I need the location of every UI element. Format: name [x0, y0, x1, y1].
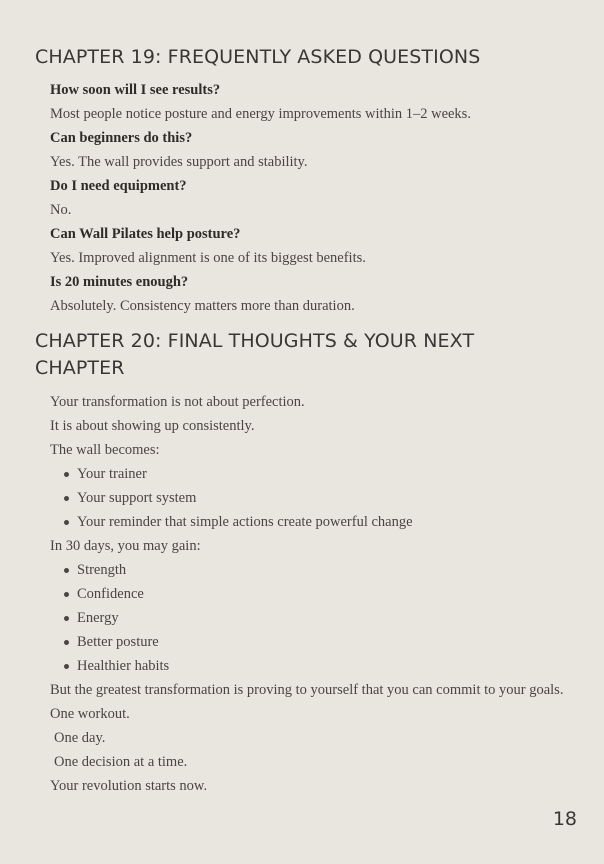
final-thoughts-body — [50, 390, 570, 798]
list-item-text: Healthier habits — [77, 658, 170, 674]
list-item-text: Your reminder that simple actions create powerful change — [77, 514, 413, 530]
faq-answer: No. — [50, 202, 72, 218]
bullet-icon — [64, 520, 69, 525]
list-item — [50, 486, 570, 510]
list-item-text: Strength — [77, 562, 127, 578]
list-item — [50, 462, 570, 486]
wall-list — [50, 462, 570, 534]
bullet-icon — [64, 592, 69, 597]
paragraph-line: One day. — [54, 730, 106, 746]
wall-lead-line: The wall becomes: — [50, 442, 160, 458]
faq-answer: Absolutely. Consistency matters more than duration. — [50, 298, 355, 314]
faq-answer: Yes. Improved alignment is one of its biggest benefits. — [50, 250, 366, 266]
list-item-text: Confidence — [77, 586, 144, 602]
closing-paragraph: But the greatest transformation is proving to yourself that you can commit to your goals. — [50, 682, 564, 698]
bullet-icon — [64, 616, 69, 621]
list-item — [50, 582, 570, 606]
faq-question: How soon will I see results? — [50, 82, 221, 98]
faq-answer: Yes. The wall provides support and stability. — [50, 154, 308, 170]
paragraph-line: Your revolution starts now. — [50, 778, 208, 794]
bullet-icon — [64, 640, 69, 645]
bullet-icon — [64, 664, 69, 669]
chapter-20-heading: CHAPTER 20: FINAL THOUGHTS & YOUR NEXT CHAPTER — [35, 330, 475, 379]
faq-question: Is 20 minutes enough? — [50, 274, 189, 290]
bullet-icon — [64, 496, 69, 501]
list-item — [50, 654, 570, 678]
paragraph-line: Your transformation is not about perfection. — [50, 394, 305, 410]
faq-list — [50, 78, 570, 318]
bullet-icon — [64, 472, 69, 477]
paragraph-line: One decision at a time. — [54, 754, 188, 770]
bullet-icon — [64, 568, 69, 573]
list-item-text: Energy — [77, 610, 119, 626]
faq-question: Can Wall Pilates help posture? — [50, 226, 241, 242]
chapter-19-heading: CHAPTER 19: FREQUENTLY ASKED QUESTIONS — [35, 46, 481, 68]
paragraph-line: One workout. — [50, 706, 130, 722]
page-number: 18 — [552, 808, 577, 830]
faq-question: Can beginners do this? — [50, 130, 193, 146]
list-item — [50, 630, 570, 654]
list-item — [50, 558, 570, 582]
gain-list — [50, 558, 570, 678]
faq-question: Do I need equipment? — [50, 178, 187, 194]
faq-answer: Most people notice posture and energy improvements within 1–2 weeks. — [50, 106, 471, 122]
paragraph-line: It is about showing up consistently. — [50, 418, 255, 434]
list-item-text: Better posture — [77, 634, 159, 650]
list-item — [50, 606, 570, 630]
list-item-text: Your support system — [77, 490, 197, 506]
list-item-text: Your trainer — [77, 466, 147, 482]
gain-lead-line: In 30 days, you may gain: — [50, 538, 201, 554]
list-item — [50, 510, 570, 534]
